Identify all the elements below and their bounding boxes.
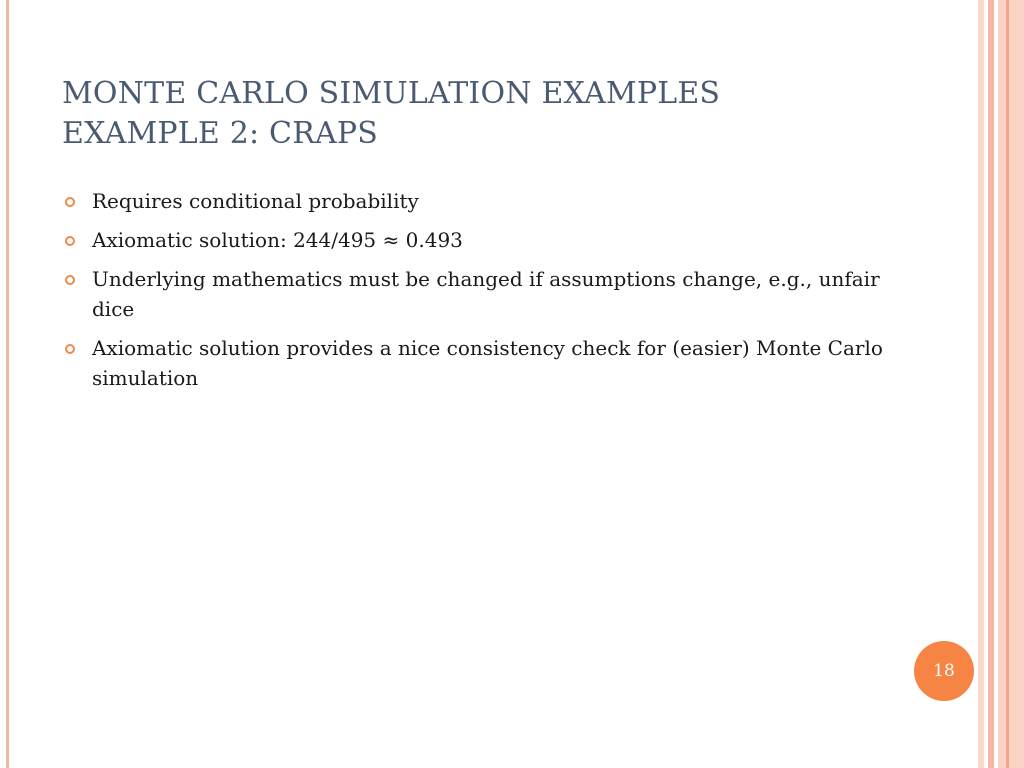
bullet-text: Requires conditional probability [92, 189, 419, 213]
slide-title-line-2: EXAMPLE 2: CRAPS [62, 116, 378, 151]
bullet-text: Underlying mathematics must be changed if assumptions change, e.g., unfair dice [92, 267, 880, 321]
slide-title-line-1: MONTE CARLO SIMULATION EXAMPLES [62, 76, 721, 111]
right-stripe-decoration [998, 0, 1024, 768]
bullet-item [62, 225, 892, 255]
bullet-item [62, 186, 892, 216]
right-stripe-decoration [1006, 0, 1009, 768]
page-number-badge: 18 [914, 641, 974, 701]
left-border-decoration [6, 0, 9, 768]
bullet-circle-icon [65, 197, 75, 207]
bullet-list [62, 186, 892, 402]
bullet-item [62, 264, 892, 324]
bullet-item [62, 333, 892, 393]
slide-title [62, 74, 942, 154]
bullet-text: Axiomatic solution: 244/495 ≈ 0.493 [92, 228, 463, 252]
bullet-circle-icon [65, 275, 75, 285]
bullet-text: Axiomatic solution provides a nice consistency check for (easier) Monte Carlo simulation [92, 336, 883, 390]
bullet-circle-icon [65, 236, 75, 246]
bullet-circle-icon [65, 344, 75, 354]
